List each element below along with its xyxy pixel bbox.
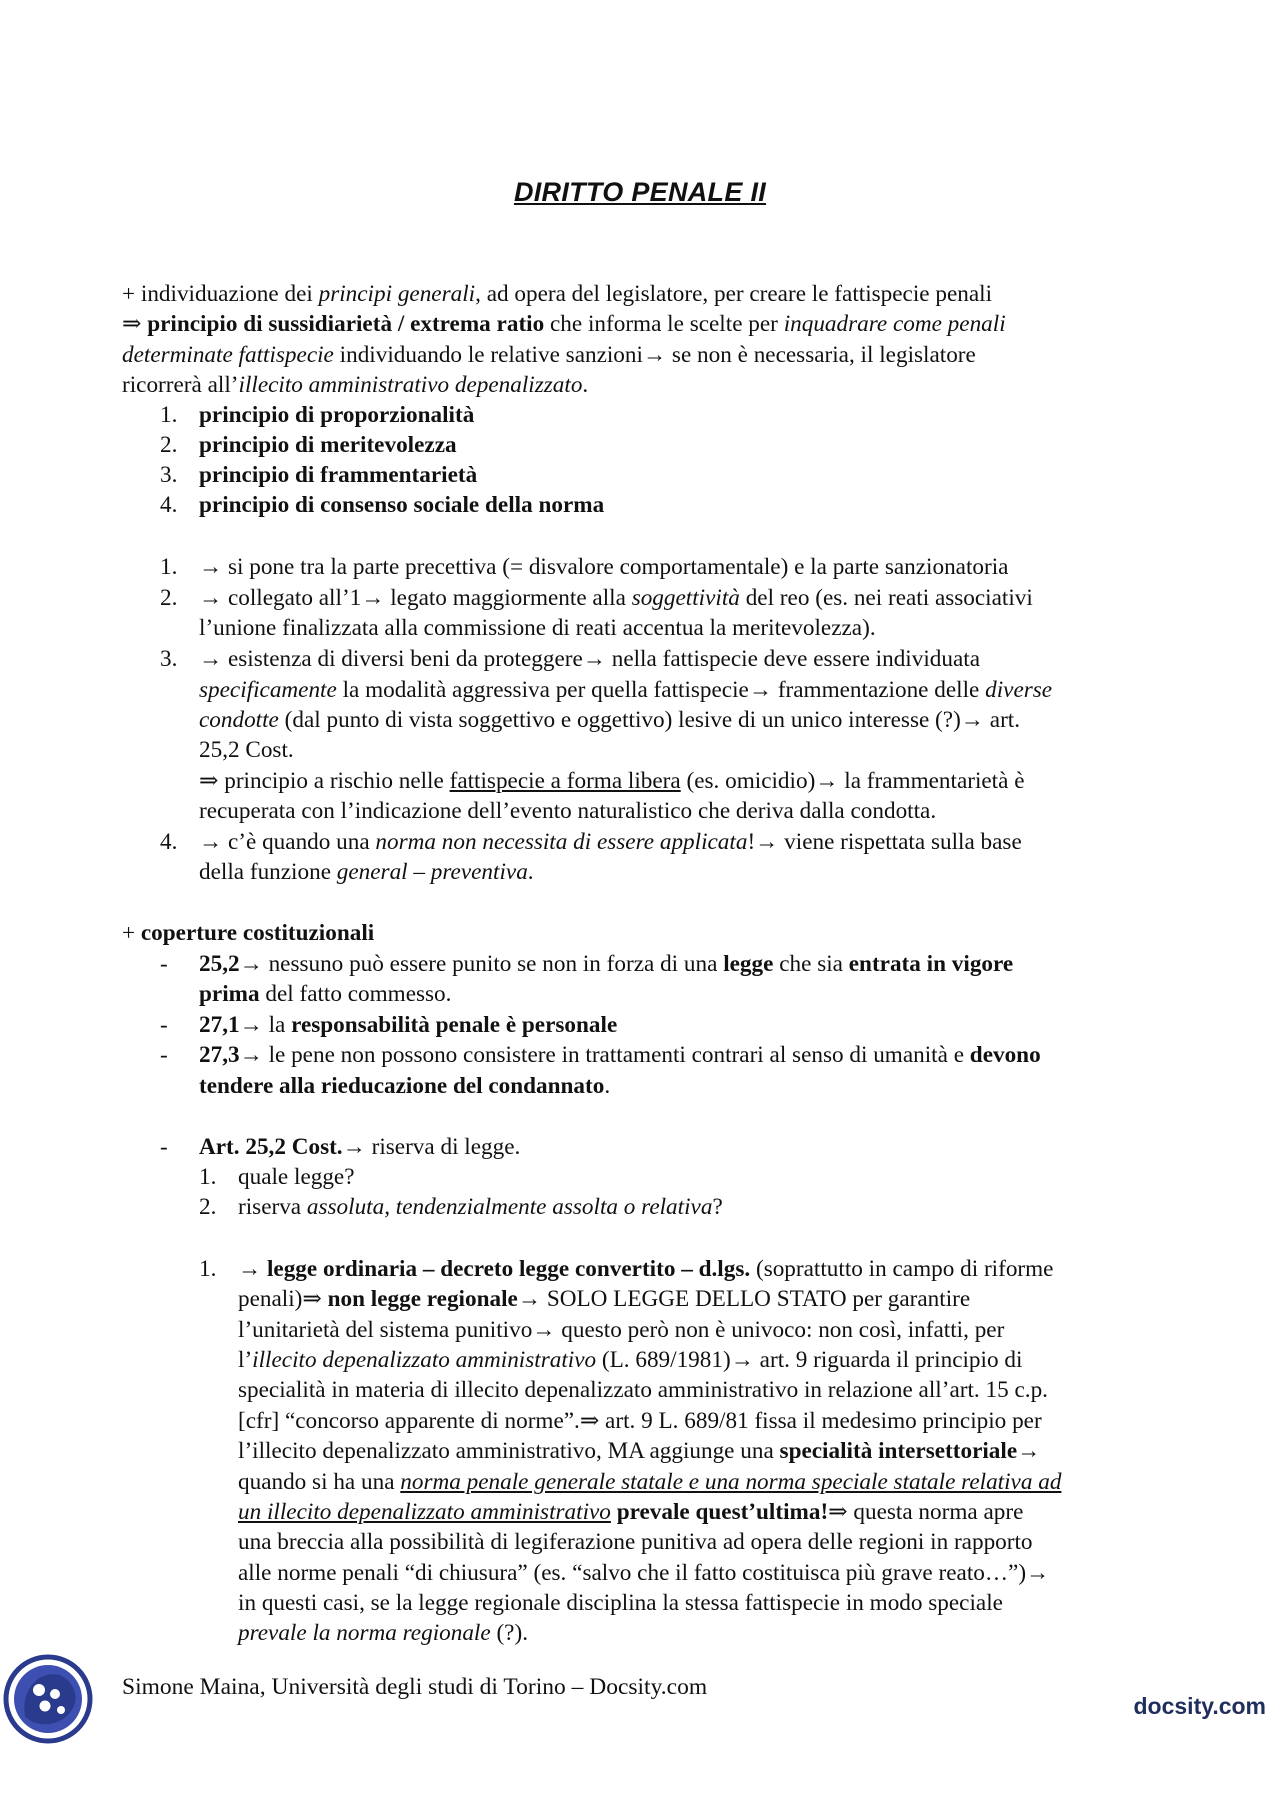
list-number: 1. [199, 1256, 217, 1282]
dash-bullet: - [160, 1012, 168, 1038]
text: (dal punto di vista soggettivo e oggettivo) lesive di un unico interesse (?)→ art. [278, 707, 1021, 733]
text: , ad opera del legislatore, per creare le fattispecie penali [475, 281, 993, 307]
italic-text: condotte [199, 707, 279, 733]
italic-text: principi generali [318, 281, 476, 307]
bold-text: legge [723, 951, 774, 977]
text: → riserva di legge. [342, 1134, 521, 1160]
explanation-3-line-5 [199, 766, 1025, 796]
bold-text: 27,1 [199, 1012, 240, 1038]
italic-text: illecito amministrativo depenalizzato [238, 372, 583, 398]
bold-text: principio di sussidiarietà / extrema ratio [147, 311, 545, 337]
text: . [582, 372, 589, 398]
text: l’illecito depenalizzato amministrativo, MA aggiunge una [238, 1438, 780, 1464]
answer-line-11: alle norme penali “di chiusura” (es. “salvo che il fatto costituisca più grave reato…”)→ [238, 1560, 1050, 1586]
section-heading-coperture [122, 918, 374, 948]
answer-line-3: l’unitarietà del sistema punitivo→ questo però non è univoco: non così, infatti, per [238, 1317, 1005, 1343]
italic-text: specificamente [199, 677, 337, 703]
text: del reo (es. nei reati associativi [739, 585, 1033, 611]
list-number: 3. [160, 462, 178, 488]
bold-text: legge ordinaria – decreto legge convertito – d.lgs. [266, 1256, 751, 1282]
explanation-3-line-1: → esistenza di diversi beni da proteggere→ nella fattispecie deve essere individuata [199, 646, 980, 672]
implies-symbol: ⇒ [122, 311, 148, 337]
bold-text: specialità intersettoriale [779, 1438, 1018, 1464]
bold-text: tendere alla rieducazione del condannato [199, 1073, 605, 1099]
bold-text: non legge regionale [327, 1286, 518, 1312]
explanation-2-line-1 [199, 583, 1033, 613]
italic-text: assoluta, tendenzialmente assolta o relativa [306, 1194, 713, 1220]
explanation-4-line-2 [199, 857, 534, 887]
explanation-3-line-3 [199, 705, 1020, 735]
bold-text: entrata in vigore [848, 951, 1014, 977]
bold-text: devono [969, 1042, 1041, 1068]
text: → la [239, 1012, 292, 1038]
explanation-3-line-4: 25,2 Cost. [199, 737, 294, 763]
italic-underlined-text: un illecito depenalizzato amministrativo [238, 1499, 611, 1525]
coperture-item-3-line-2 [199, 1071, 610, 1101]
principle-item: principio di proporzionalità [199, 402, 475, 428]
text: . [604, 1073, 611, 1099]
list-number: 1. [160, 554, 178, 580]
answer-line-10: una breccia alla possibilità di legiferazione punitiva ad opera delle regioni in rapporto [238, 1529, 1033, 1555]
text: che informa le scelte per [544, 311, 784, 337]
dash-bullet: - [160, 951, 168, 977]
bold-text: responsabilità penale è personale [291, 1012, 618, 1038]
italic-text: determinate fattispecie [122, 342, 334, 368]
text: (es. omicidio)→ la frammentarietà è [680, 768, 1025, 794]
principle-item: principio di frammentarietà [199, 462, 478, 488]
bold-text: prima [199, 981, 260, 1007]
text: ricorrerà all’ [122, 372, 239, 398]
answer-line-1 [238, 1254, 1053, 1284]
principle-item: principio di consenso sociale della norma [199, 492, 605, 518]
answer-line-6: [cfr] “concorso apparente di norme”.⇒ art. 9 L. 689/81 fissa il medesimo principio per [238, 1408, 1042, 1434]
coperture-item-2 [199, 1010, 617, 1040]
list-number: 2. [160, 585, 178, 611]
dash-bullet: - [160, 1042, 168, 1068]
text: l’ [238, 1347, 253, 1373]
text: → collegato all’1→ legato maggiormente alla [199, 585, 632, 611]
principle-item: principio di meritevolezza [199, 432, 457, 458]
text: → nessuno può essere punito se non in forza di una [239, 951, 724, 977]
art25-question-2 [238, 1192, 723, 1222]
italic-underlined-text: norma penale generale statale e una norma speciale statale relativa ad [400, 1469, 1062, 1495]
text: quando si ha una [238, 1469, 401, 1495]
italic-text: soggettività [631, 585, 740, 611]
list-number: 3. [160, 646, 178, 672]
dash-bullet: - [160, 1134, 168, 1160]
text: individuando le relative sanzioni→ se non è necessaria, il legislatore [333, 342, 976, 368]
bold-text: prevale quest’ultima! [616, 1499, 829, 1525]
italic-text: general – preventiva [336, 859, 528, 885]
text: ? [712, 1194, 723, 1220]
bold-text: 27,3 [199, 1042, 240, 1068]
docsity-brand-link[interactable]: docsity.com [1133, 1693, 1266, 1719]
text: → SOLO LEGGE DELLO STATO per garantire [517, 1286, 971, 1312]
text: !→ viene rispettata sulla base [747, 829, 1022, 855]
bold-text: Art. 25,2 Cost. [199, 1134, 343, 1160]
text: → [238, 1256, 267, 1282]
text: del fatto commesso. [259, 981, 452, 1007]
text: (?). [490, 1620, 528, 1646]
answer-line-4 [238, 1345, 1022, 1375]
answer-line-13 [238, 1618, 528, 1648]
text: → le pene non possono consistere in trattamenti contrari al senso di umanità e [239, 1042, 970, 1068]
answer-line-2 [238, 1284, 970, 1314]
answer-line-9 [238, 1497, 1023, 1527]
bold-text: coperture costituzionali [140, 920, 375, 946]
answer-line-12: in questi casi, se la legge regionale disciplina la stessa fattispecie in modo speciale [238, 1590, 1003, 1616]
intro-line-3 [122, 340, 976, 370]
explanation-1: → si pone tra la parte precettiva (= disvalore comportamentale) e la parte sanzionatoria [199, 554, 1009, 580]
text: penali)⇒ [238, 1286, 328, 1312]
list-number: 2. [160, 432, 178, 458]
intro-line-4 [122, 370, 588, 400]
text: riserva [238, 1194, 307, 1220]
text: ⇒ principio a rischio nelle [199, 768, 450, 794]
text: della funzione [199, 859, 337, 885]
text: . [527, 859, 534, 885]
coperture-item-3-line-1 [199, 1040, 1041, 1070]
footer-author: Simone Maina, Università degli studi di Torino – Docsity.com [122, 1674, 708, 1700]
art25-question-1: quale legge? [238, 1164, 355, 1190]
list-number: 4. [160, 492, 178, 518]
italic-text: inquadrare come penali [783, 311, 1006, 337]
answer-line-8 [238, 1467, 1061, 1497]
italic-text: illecito depenalizzato amministrativo [252, 1347, 597, 1373]
underlined-text: fattispecie a forma libera [449, 768, 681, 794]
coperture-item-1-line-1 [199, 949, 1013, 979]
text: (L. 689/1981)→ art. 9 riguarda il principio di [596, 1347, 1023, 1373]
answer-line-5: specialità in materia di illecito depenalizzato amministrativo in relazione all’art. 15 c.p. [238, 1377, 1048, 1403]
explanation-3-line-2 [199, 675, 1052, 705]
explanation-2-line-2: l’unione finalizzata alla commissione di reati accentua la meritevolezza). [199, 615, 876, 641]
italic-text: prevale la norma regionale [238, 1620, 491, 1646]
art25-heading [199, 1132, 520, 1162]
text: la modalità aggressiva per quella fattispecie→ frammentazione delle [336, 677, 986, 703]
list-number: 1. [160, 402, 178, 428]
docsity-logo-icon[interactable] [3, 1654, 93, 1744]
explanation-3-line-6: recuperata con l’indicazione dell’evento naturalistico che deriva dalla condotta. [199, 798, 937, 824]
text: + [122, 920, 141, 946]
answer-line-7 [238, 1436, 1040, 1466]
text: → [1017, 1438, 1041, 1464]
text: che sia [773, 951, 849, 977]
coperture-item-1-line-2 [199, 979, 451, 1009]
list-number: 4. [160, 829, 178, 855]
italic-text: diverse [985, 677, 1053, 703]
text: (soprattutto in campo di riforme [750, 1256, 1054, 1282]
list-number: 2. [199, 1194, 217, 1220]
italic-text: norma non necessita di essere applicata [375, 829, 748, 855]
text: ⇒ questa norma apre [828, 1499, 1024, 1525]
list-number: 1. [199, 1164, 217, 1190]
page-title: DIRITTO PENALE II [513, 177, 767, 207]
intro-line-1 [122, 279, 992, 309]
text: → c’è quando una [199, 829, 376, 855]
intro-line-2 [122, 309, 1006, 339]
bold-text: 25,2 [199, 951, 240, 977]
explanation-4-line-1 [199, 827, 1022, 857]
text: + individuazione dei [122, 281, 319, 307]
